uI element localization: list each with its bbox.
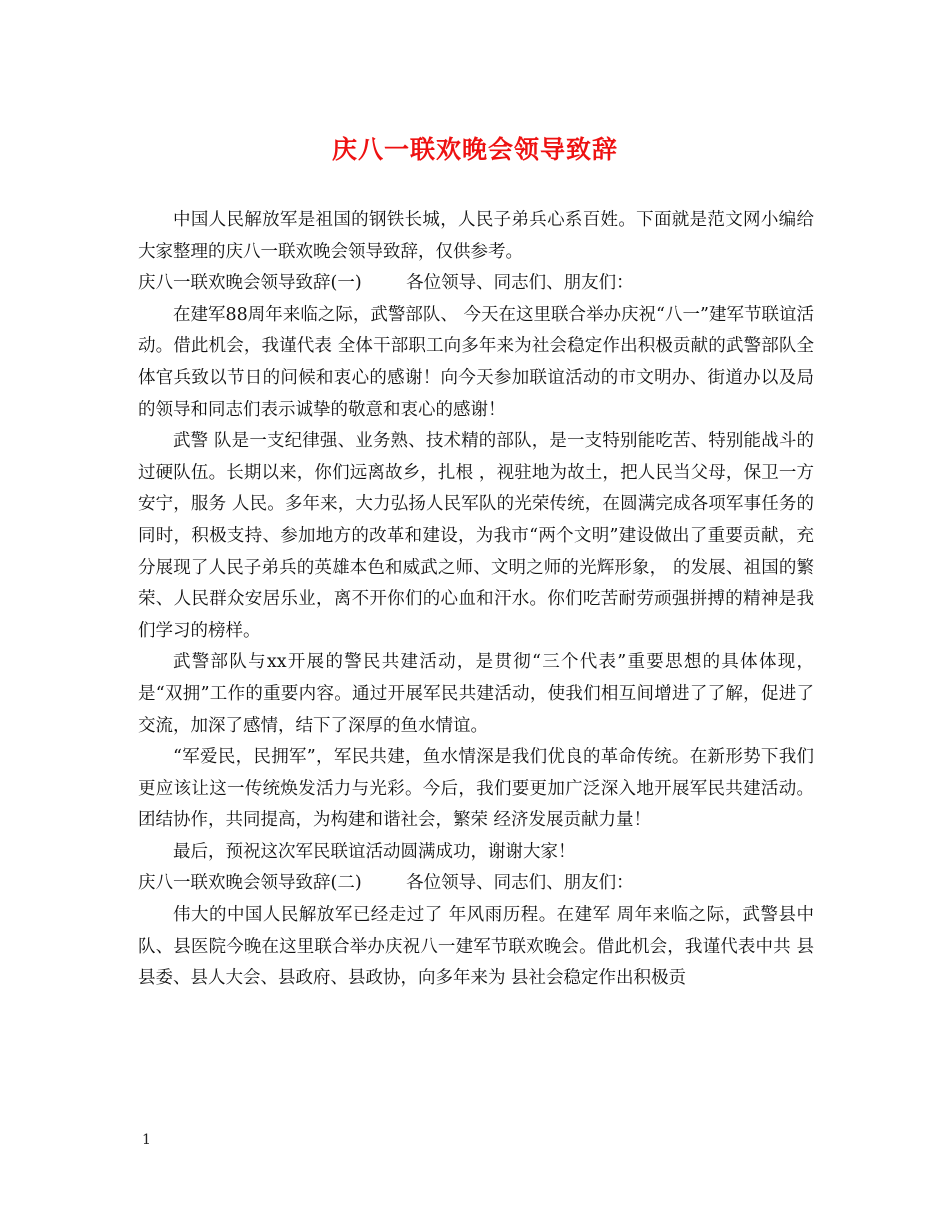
paragraph: 在建军88周年来临之际，武警部队、 今天在这里联合举办庆祝“八一”建军节联谊活动。借此机会，我谨代表 全体干部职工向多年来为社会稳定作出积极贡献的武警部队全体官兵致以节日的问候和衷心的感谢！向今天参加联谊活动的市文明办、街道办以及局的领导和同志们表示诚挚的敬意和衷心的感谢！ xyxy=(138,304,814,420)
paragraph: 武警部队与xx开展的警民共建活动，是贯彻“三个代表”重要思想的具体体现，是“双拥”工作的重要内容。通过开展军民共建活动，使我们相互间增进了了解，促进了交流，加深了感情，结下了深厚的鱼水情谊。 xyxy=(138,652,814,736)
paragraph: 伟大的中国人民解放军已经走过了 年风雨历程。在建军 周年来临之际，武警县中队、县医院今晚在这里联合举办庆祝八一建军节联欢晚会。借此机会，我谨代表中共 县县委、县人大会、县政府、县政协，向多年来为 县社会稳定作出积极贡 xyxy=(138,905,814,989)
paragraph: 武警 队是一支纪律强、业务熟、技术精的部队，是一支特别能吃苦、特别能战斗的过硬队伍。长期以来，你们远离故乡，扎根 ，视驻地为故土，把人民当父母，保卫一方安宁，服务 人民。多年来，大力弘扬人民军队的光荣传统，在圆满完成各项军事任务的同时，积极支持、参加地方的改革和建设，为我市“两个文明”建设做出了重要贡献，充分展现了人民子弟兵的英雄本色和威武之师、文明之师的光辉形象， 的发展、祖国的繁荣、人民群众安居乐业，离不开你们的心血和汗水。你们吃苦耐劳顽强拼搏的精神是我们学习的榜样。 xyxy=(138,431,814,641)
section-heading-2: 庆八一联欢晚会领导致辞(二) 各位领导、同志们、朋友们： xyxy=(138,873,634,894)
paragraph: 最后，预祝这次军民联谊活动圆满成功，谢谢大家！ xyxy=(173,841,576,862)
paragraph-intro: 中国人民解放军是祖国的钢铁长城，人民子弟兵心系百姓。下面就是范文网小编给大家整理的庆八一联欢晚会领导致辞，仅供参考。 xyxy=(138,210,814,262)
document-body xyxy=(138,205,814,995)
section-heading-1: 庆八一联欢晚会领导致辞(一) 各位领导、同志们、朋友们： xyxy=(138,273,634,294)
page-number: 1 xyxy=(142,1132,151,1148)
paragraph: “军爱民，民拥军”，军民共建，鱼水情深是我们优良的革命传统。在新形势下我们更应该让这一传统焕发活力与光彩。今后，我们要更加广泛深入地开展军民共建活动。团结协作，共同提高，为构建和谐社会，繁荣 经济发展贡献力量！ xyxy=(138,747,814,831)
document-title: 庆八一联欢晚会领导致辞 xyxy=(331,135,618,164)
